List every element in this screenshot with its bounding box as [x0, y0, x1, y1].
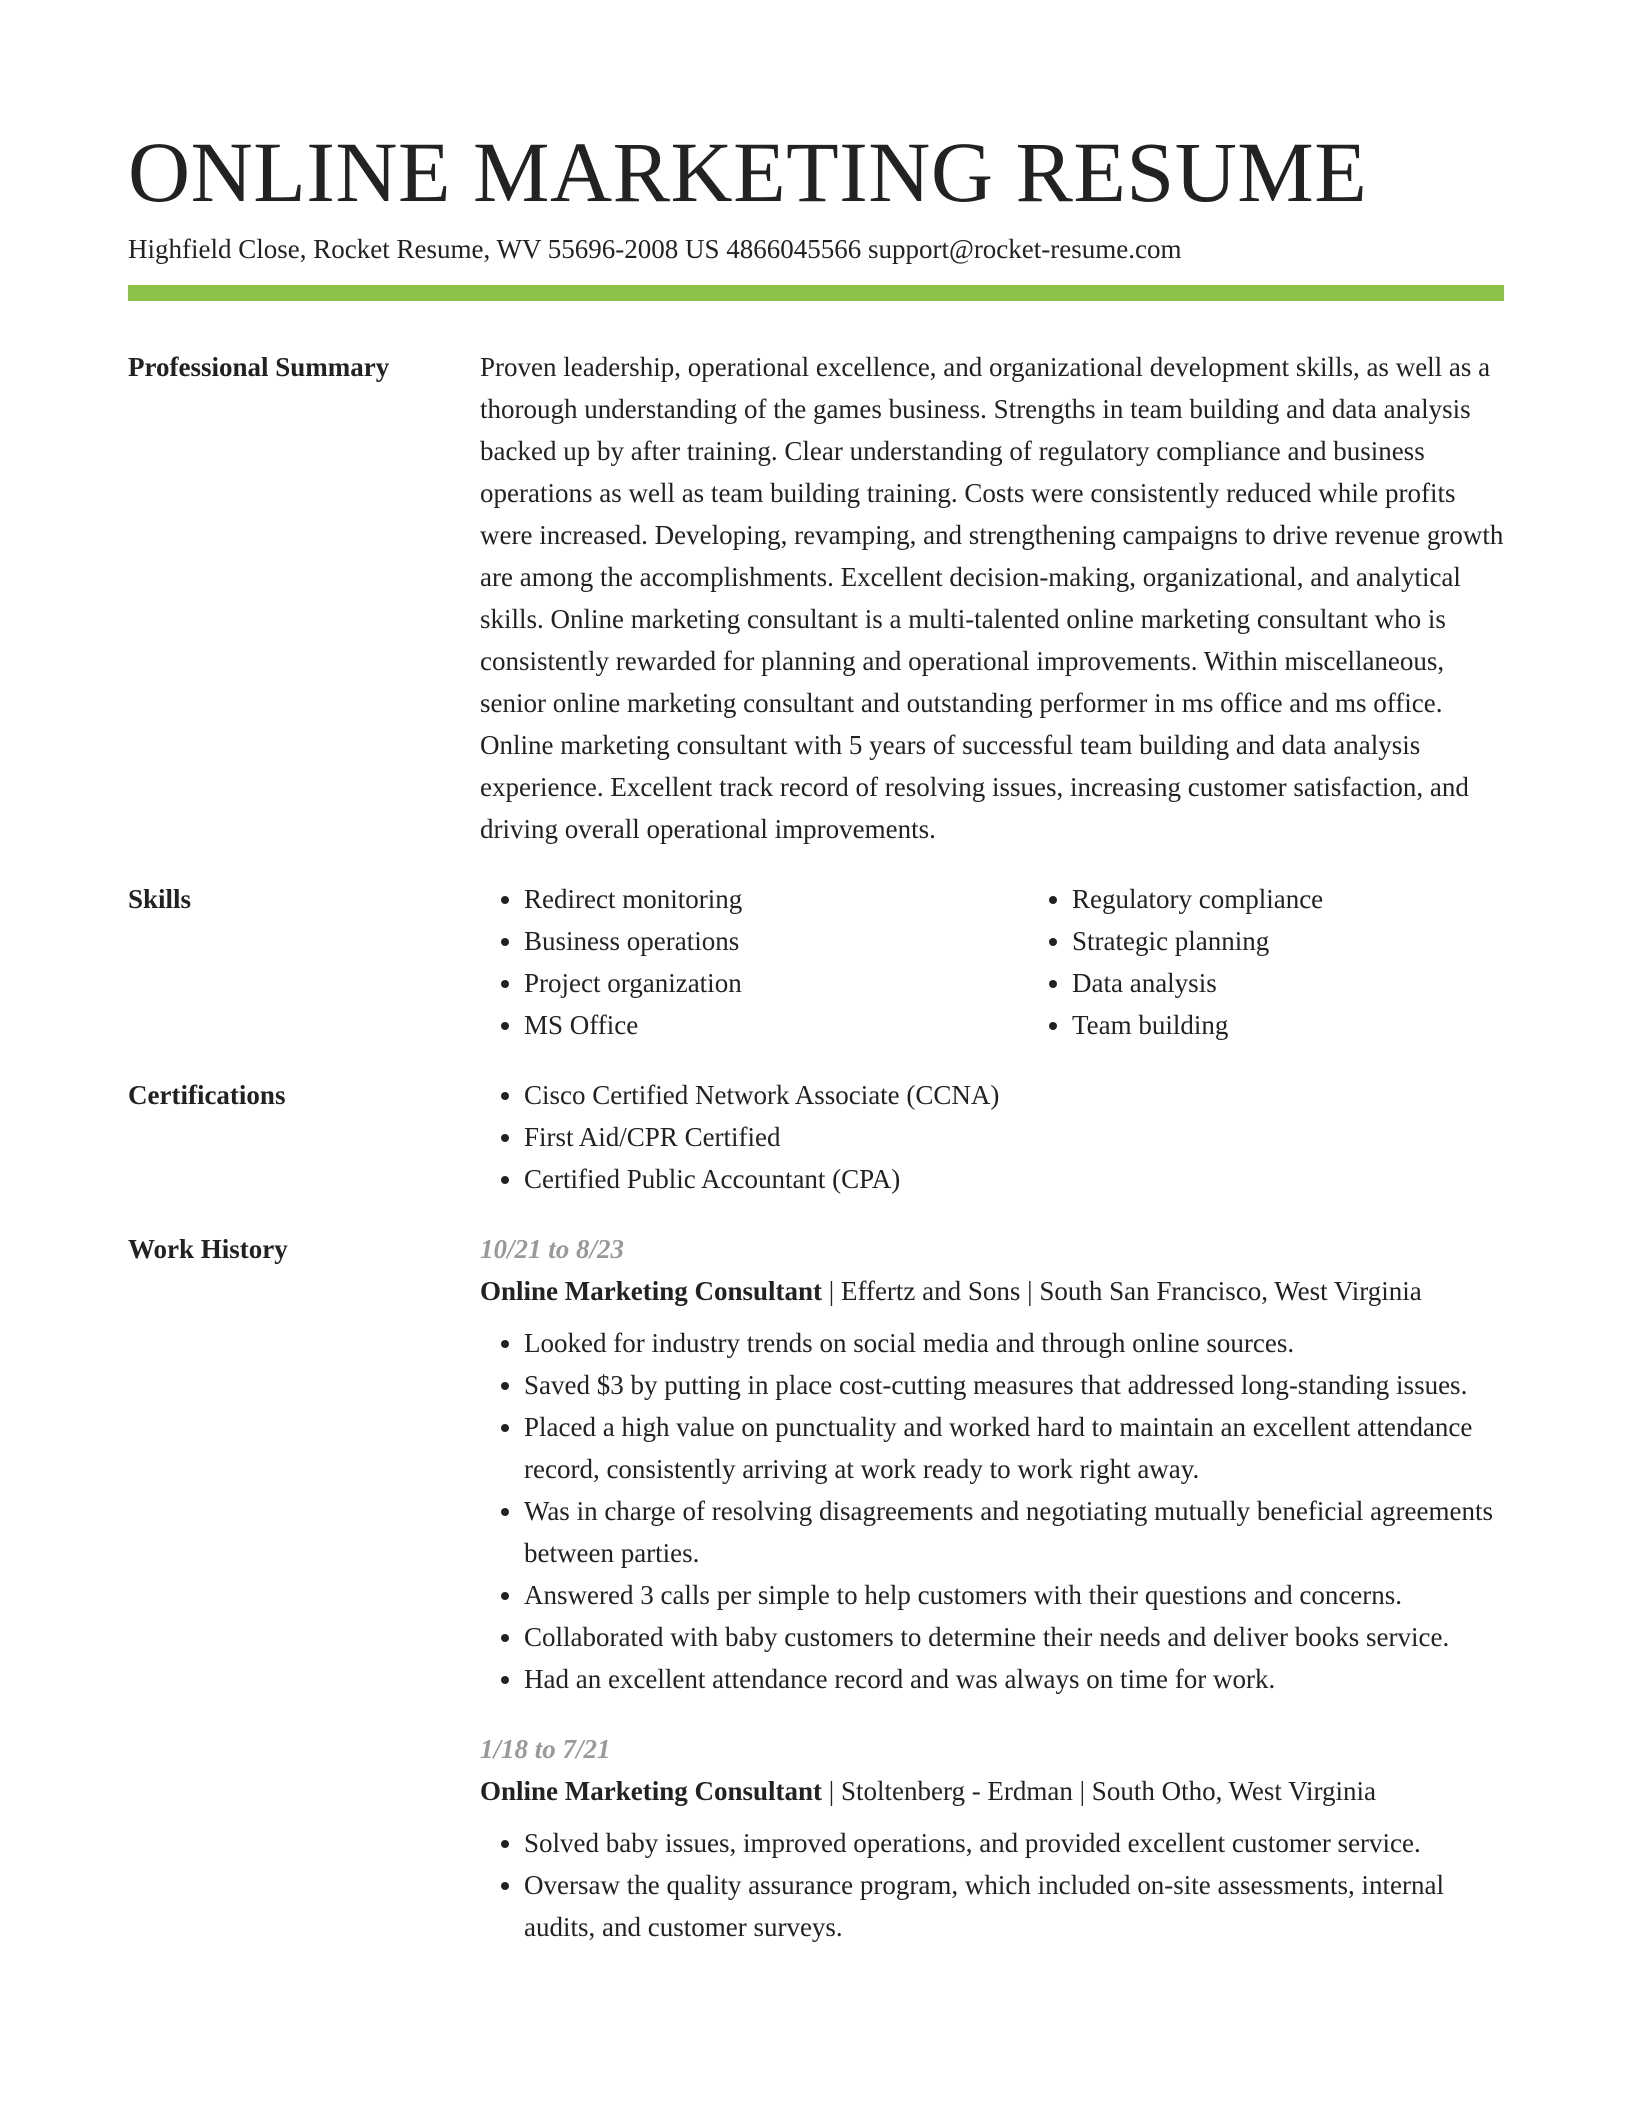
- job-bullets: [480, 1822, 1504, 1948]
- summary-text: Proven leadership, operational excellence, and organizational development skills, as well as a thorough understanding of the games business. Strengths in team building and data analysis backed up by after training. Clear understanding of regulatory compliance and business operations as well as team building training. Costs were consistently reduced while profits were increased. Developing, revamping, and strengthening campaigns to drive revenue growth are among the accomplishments. Excellent decision-making, organizational, and analytical skills. Online marketing consultant is a multi-talented online marketing consultant who is consistently rewarded for planning and operational improvements. Within miscellaneous, senior online marketing consultant and outstanding performer in ms office and ms office. Online marketing consultant with 5 years of successful team building and data analysis experience. Excellent track record of resolving issues, increasing customer satisfaction, and driving overall operational improvements.: [480, 352, 1504, 844]
- skill-item: • Regulatory compliance: [1072, 878, 1532, 920]
- skills-section: [128, 882, 1504, 1046]
- job-dates: 10/21 to 8/23: [480, 1234, 625, 1264]
- skill-item: • Project organization: [524, 962, 984, 1004]
- job-heading: [480, 1270, 1504, 1312]
- accent-divider: [128, 285, 1504, 301]
- job-title: Online Marketing Consultant: [480, 1276, 823, 1306]
- job-bullet: • Collaborated with baby customers to determine their needs and deliver books service.: [524, 1616, 1504, 1658]
- certifications-list: [480, 1074, 1504, 1200]
- job-bullet: • Solved baby issues, improved operations, and provided excellent customer service.: [524, 1822, 1504, 1864]
- job-bullet: • Was in charge of resolving disagreements and negotiating mutually beneficial agreements between parties.: [524, 1490, 1504, 1574]
- job-entry: [480, 1228, 1504, 1700]
- certifications-heading: Certifications: [128, 1080, 286, 1110]
- summary-heading: Professional Summary: [128, 352, 390, 382]
- skill-item: • Strategic planning: [1072, 920, 1532, 962]
- job-dates: 1/18 to 7/21: [480, 1734, 611, 1764]
- job-details: | Effertz and Sons | South San Francisco, West Virginia: [822, 1276, 1422, 1306]
- job-bullet: • Saved $3 by putting in place cost-cutting measures that addressed long-standing issues.: [524, 1364, 1504, 1406]
- job-details: | Stoltenberg - Erdman | South Otho, West Virginia: [822, 1776, 1377, 1806]
- job-entry: [480, 1728, 1504, 1948]
- work-history-heading: Work History: [128, 1234, 288, 1264]
- skill-item: • Business operations: [524, 920, 984, 962]
- skill-item: • Data analysis: [1072, 962, 1532, 1004]
- job-bullet: • Answered 3 calls per simple to help customers with their questions and concerns.: [524, 1574, 1504, 1616]
- job-bullet: • Oversaw the quality assurance program, which included on-site assessments, internal audits, and customer surveys.: [524, 1864, 1504, 1948]
- resume-sections: [128, 350, 1504, 1980]
- certifications-section: [128, 1078, 1504, 1200]
- summary-section: [128, 350, 1504, 850]
- certification-item: • Cisco Certified Network Associate (CCNA): [524, 1074, 1504, 1116]
- skills-grid: [480, 882, 1504, 1046]
- job-bullet: • Looked for industry trends on social media and through online sources.: [524, 1322, 1504, 1364]
- skills-heading: Skills: [128, 884, 192, 914]
- skills-list-left: [480, 878, 984, 1046]
- job-bullet: • Placed a high value on punctuality and worked hard to maintain an excellent attendance record, consistently arriving at work ready to work right away.: [524, 1406, 1504, 1490]
- skill-item: • MS Office: [524, 1004, 984, 1046]
- certification-item: • Certified Public Accountant (CPA): [524, 1158, 1504, 1200]
- resume-title: ONLINE MARKETING RESUME: [128, 124, 1368, 220]
- job-bullet: • Had an excellent attendance record and was always on time for work.: [524, 1658, 1504, 1700]
- work-history-section: [128, 1232, 1504, 1980]
- contact-line: Highfield Close, Rocket Resume, WV 55696-2008 US 4866045566 support@rocket-resume.com: [128, 234, 1182, 264]
- skill-item: • Redirect monitoring: [524, 878, 984, 920]
- job-heading: [480, 1770, 1504, 1812]
- skills-list-right: [1028, 878, 1532, 1046]
- certification-item: • First Aid/CPR Certified: [524, 1116, 1504, 1158]
- skill-item: • Team building: [1072, 1004, 1532, 1046]
- job-title: Online Marketing Consultant: [480, 1776, 823, 1806]
- job-bullets: [480, 1322, 1504, 1700]
